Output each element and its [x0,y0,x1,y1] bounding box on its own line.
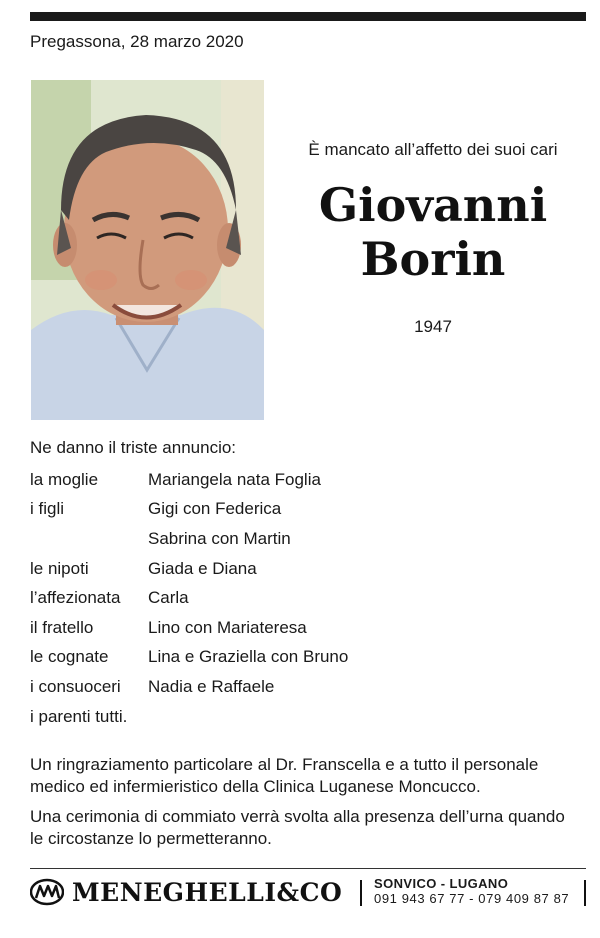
portrait-illustration [31,80,264,420]
relation: i figli [30,499,65,519]
relation: i parenti tutti. [30,706,128,726]
family-row [30,613,550,643]
funeral-home-name: MENEGHELLI&CO [72,878,343,907]
meneghelli-logo-icon [30,878,64,906]
family-row [30,554,550,584]
deceased-name [300,178,566,286]
phone-numbers: 091 943 67 77 - 079 409 87 87 [374,891,570,906]
family-row [30,583,550,613]
relation: le cognate [30,647,109,667]
family-row [30,702,550,732]
relative-names: Gigi con Federica [148,499,282,519]
family-row [30,672,550,702]
footer-divider [360,880,362,906]
relation: la moglie [30,469,99,489]
first-name: Giovanni [318,178,548,232]
thanks-paragraph: Un ringraziamento particolare al Dr. Franscella e a tutto il personale medico ed infermieristico della Clinica Luganese Moncucco. [30,755,539,796]
ceremony-paragraph: Una cerimonia di commiato verrà svolta alla presenza dell’urna quando le circostanze lo permetteranno. [30,807,565,848]
family-list [30,465,550,731]
relation: l’affezionata [30,588,121,608]
contact-info [374,876,569,906]
funeral-home-footer [30,872,586,912]
family-row [30,643,550,673]
last-name: Borin [360,232,506,286]
relative-names: Mariangela nata Foglia [148,469,321,489]
family-row [30,495,550,525]
top-rule [30,12,586,21]
relative-names: Lina e Graziella con Bruno [148,647,349,667]
bottom-rule [30,868,586,869]
announcement-text: Ne danno il triste annuncio: [30,438,237,457]
intro-text: È mancato all’affetto dei suoi cari [308,140,558,159]
relative-names: Giada e Diana [148,558,257,578]
relative-names: Carla [148,588,189,608]
relation: i consuoceri [30,676,121,696]
relative-names: Sabrina con Martin [148,528,291,548]
family-row [30,524,550,554]
place-date: Pregassona, 28 marzo 2020 [30,32,244,51]
portrait-photo [31,80,264,420]
birth-year: 1947 [414,317,452,336]
relative-names: Nadia e Raffaele [148,676,275,696]
location: SONVICO - LUGANO [374,876,509,891]
relation: le nipoti [30,558,89,578]
family-row [30,465,550,495]
relation: il fratello [30,617,94,637]
footer-end-bar [584,880,586,906]
relative-names: Lino con Mariateresa [148,617,307,637]
